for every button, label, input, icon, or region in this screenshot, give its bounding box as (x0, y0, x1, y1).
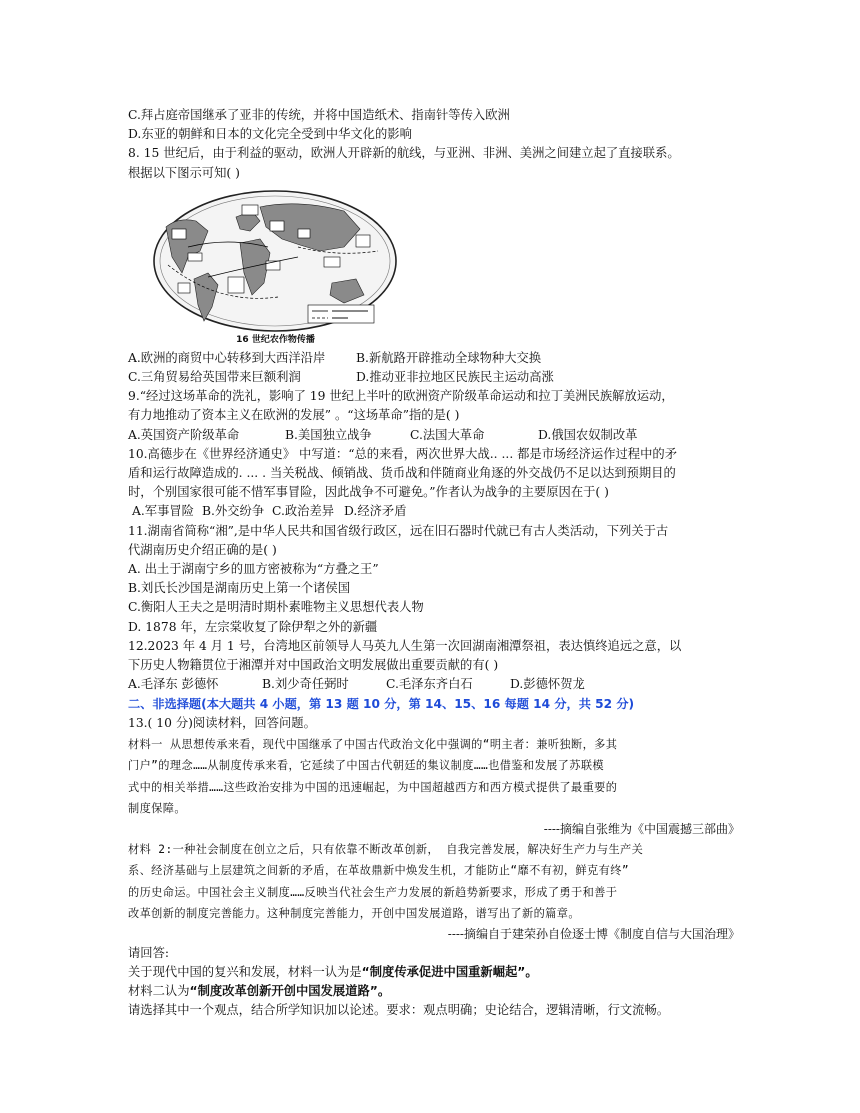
q10-options (128, 502, 740, 521)
q10-option-d: D.经济矛盾 (344, 504, 407, 519)
q10-option-c: C.政治差异 (272, 504, 335, 519)
q8-options-row1 (128, 349, 740, 368)
material-two-line: 材料 2:一种社会制度在创立之后，只有依靠不断改革创新， 自我完善发展，解决好生产力与生产关 (128, 842, 644, 856)
crop-spread-world-map (148, 187, 403, 347)
world-map-figure (148, 187, 403, 347)
q12-stem-line1: 12.2023 年 4 月 1 号，台湾地区前领导人马英九人生第一次回湖南湘潭祭祖，表达慎终追远之意，以 (128, 638, 682, 653)
q9-stem-line1: 9.“经过这场革命的洗礼，影响了 19 世纪上半叶的欧洲资产阶级革命运动和拉丁美洲民族解放运动， (128, 389, 674, 404)
q11-option-a: A. 出土于湖南宁乡的皿方密被称为“方叠之王” (128, 562, 379, 577)
q11-option-b: B.刘氏长沙国是湖南历史上第一个诸侯国 (128, 581, 350, 596)
q12-option-a: A.毛泽东 彭德怀 (128, 677, 219, 692)
material-one-line: 材料一 从思想传承来看，现代中国继承了中国古代政治文化中强调的“明主者：兼听独断，多其 (128, 737, 618, 751)
q10-option-a: A.军事冒险 (132, 504, 194, 519)
q11-stem-line2: 代湖南历史介绍正确的是( ) (128, 542, 277, 557)
q12-option-d: D.彭德怀贺龙 (510, 677, 585, 692)
material-one-line: 门户”的理念……从制度传承来看，它延续了中国古代朝廷的集议制度……也借鉴和发展了苏联模 (128, 759, 605, 773)
q13-requirement: 请选择其中一个观点，结合所学知识加以论述。要求：观点明确；史论结合，逻辑清晰，行文流畅。 (128, 1003, 670, 1018)
q12-option-c: C.毛泽东齐白石 (386, 677, 473, 692)
q13-material-one (128, 734, 740, 820)
q8-option-c: C.三角贸易给英国带来巨额利润 (128, 370, 301, 385)
material-two-line: 系、经济基础与上层建筑之间新的矛盾，在革故鼎新中焕发生机，才能防止“靡不有初，鲜克有终” (128, 864, 629, 878)
q10-stem-line3: 时，个别国家很可能不惜军事冒险，因此战争不可避免。”作者认为战争的主要原因在于( ) (128, 485, 609, 500)
q8-option-a: A.欧洲的商贸中心转移到大西洋沿岸 (128, 350, 326, 365)
q9-options (128, 426, 740, 445)
q10-option-b: B.外交纷争 (202, 504, 265, 519)
material-two-source: ----摘编自于建荣孙自俭逐士博《制度自信与大国治理》 (447, 926, 740, 941)
view-two-prefix: 材料二认为 (128, 984, 190, 999)
q13-view-one (128, 963, 740, 982)
q8-stem-line2: 根据以下图示可知( ) (128, 165, 240, 180)
q9-option-c: C.法国大革命 (410, 427, 485, 442)
q11-stem-line1: 11.湖南省简称“湘”,是中华人民共和国省级行政区，远在旧石器时代就已有古人类活动，下列关于古 (128, 523, 669, 538)
map-caption: 16 世纪农作物传播 (236, 334, 315, 345)
q10-stem-line2: 盾和运行故障造成的. ... . 当关税战、倾销战、货币战和伴随商业角逐的外交战仍不足以达到预期目的 (128, 466, 676, 481)
q8-stem-line1: 8. 15 世纪后，由于利益的驱动，欧洲人开辟新的航线，与亚洲、非洲、美洲之间建立起了直接联系。 (128, 146, 680, 161)
q13-stem: 13.( 10 分)阅读材料，回答问题。 (128, 716, 316, 731)
q13-ask: 请回答: (128, 945, 170, 960)
q9-option-d: D.俄国农奴制改革 (538, 427, 638, 442)
material-one-source: ----摘编自张维为《中国震撼三部曲》 (543, 821, 740, 836)
view-two-claim: “制度改革创新开创中国发展道路”。 (189, 984, 391, 999)
material-two-line: 改革创新的制度完善能力。这种制度完善能力，开创中国发展道路，谱写出了新的篇章。 (128, 907, 580, 921)
q9-stem-line2: 有力地推动了资本主义在欧洲的发展” 。“这场革命”指的是( ) (128, 408, 460, 423)
q8-option-b: B.新航路开辟推动全球物种大交换 (356, 350, 542, 365)
material-one-line: 式中的相关举措……这些政治安排为中国的迅速崛起，为中国超越西方和西方模式提供了最重要的 (128, 780, 618, 794)
material-two-line: 的历史命运。中国社会主义制度……反映当代社会生产力发展的新趋势新要求，形成了勇于和善于 (128, 885, 618, 899)
material-one-line: 制度保障。 (128, 802, 186, 816)
q12-options (128, 675, 740, 694)
q7-option-c: C.拜占庭帝国继承了亚非的传统，并将中国造纸术、指南针等传入欧洲 (128, 108, 510, 122)
q11-option-d: D. 1878 年，左宗棠收复了除伊犁之外的新疆 (128, 619, 378, 634)
exam-page (128, 106, 740, 1020)
view-one-prefix: 关于现代中国的复兴和发展，材料一认为是 (128, 964, 362, 979)
q13-view-two (128, 982, 740, 1001)
q10-stem-line1: 10.高德步在《世界经济通史》 中写道：“总的来看，两次世界大战.. ... 都是市场经济运作过程中的矛 (128, 446, 677, 461)
q7-option-d: D.东亚的朝鲜和日本的文化完全受到中华文化的影响 (128, 127, 412, 142)
q12-option-b: B.刘少奇任弼时 (262, 677, 349, 692)
q8-options-row2 (128, 368, 740, 387)
view-one-claim: “制度传承促进中国重新崛起”。 (361, 964, 538, 979)
q8-option-d: D.推动亚非拉地区民族民主运动高涨 (356, 370, 554, 385)
q12-stem-line2: 下历史人物籍贯位于湘潭并对中国政治文明发展做出重要贡献的有( ) (128, 658, 499, 673)
q9-option-b: B.美国独立战争 (285, 427, 372, 442)
q11-option-c: C.衡阳人王夫之是明清时期朴素唯物主义思想代表人物 (128, 600, 424, 615)
q9-option-a: A.英国资产阶级革命 (128, 427, 240, 442)
q13-material-two (128, 839, 740, 925)
section-two-heading: 二、非选择题(本大题共 4 小题，第 13 题 10 分，第 14、15、16 每题 14 分，共 52 分) (128, 697, 635, 712)
